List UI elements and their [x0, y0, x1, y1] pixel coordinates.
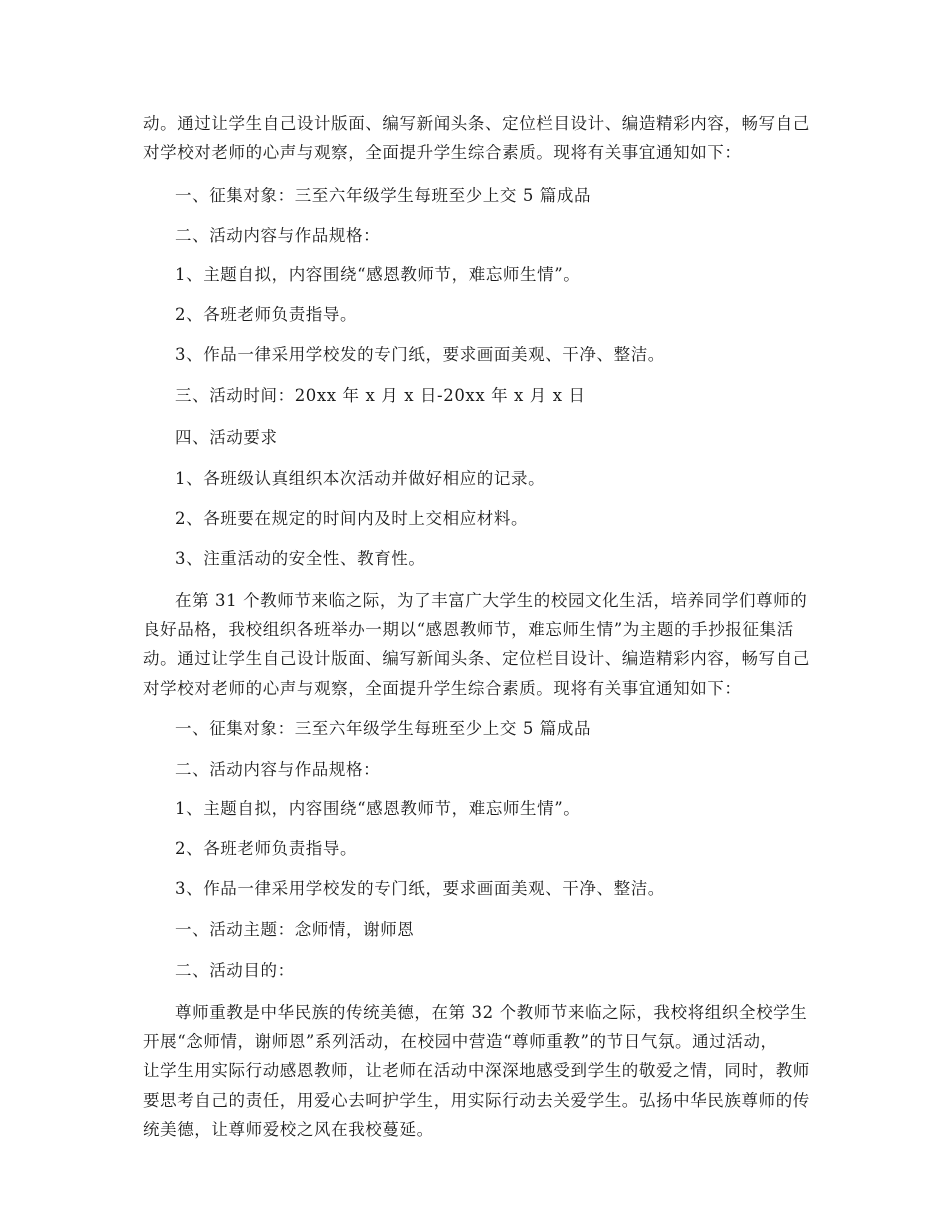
text-line: 良好品格，我校组织各班举办一期以“感恩教师节，难忘师生情”为主题的手抄报征集活 — [143, 620, 794, 639]
text-line: 3、作品一律采用学校发的专门纸，要求画面美观、干净、整洁。 — [175, 879, 665, 898]
text-line: 2、各班要在规定的时间内及时上交相应材料。 — [175, 509, 529, 528]
text-line: 1、各班级认真组织本次活动并做好相应的记录。 — [175, 469, 546, 488]
text-line: 在第 31 个教师节来临之际，为了丰富广大学生的校园文化生活，培养同学们尊师的 — [175, 591, 808, 610]
text-line: 3、注重活动的安全性、教育性。 — [175, 549, 426, 568]
text-line: 统美德，让尊师爱校之风在我校蔓延。 — [143, 1120, 434, 1139]
text-line: 一、征集对象：三至六年级学生每班至少上交 5 篇成品 — [175, 186, 592, 205]
text-line: 要思考自己的责任，用爱心去呵护学生，用实际行动去关爱学生。弘扬中华民族尊师的传 — [143, 1091, 810, 1110]
text-line: 四、活动要求 — [175, 428, 278, 447]
text-line: 2、各班老师负责指导。 — [175, 839, 358, 858]
text-line: 动。通过让学生自己设计版面、编写新闻头条、定位栏目设计、编造精彩内容，畅写自己 — [143, 114, 810, 133]
text-line: 3、作品一律采用学校发的专门纸，要求画面美观、干净、整洁。 — [175, 345, 665, 364]
text-line: 二、活动内容与作品规格： — [175, 760, 381, 779]
text-line: 让学生用实际行动感恩教师，让老师在活动中深深地感受到学生的敬爱之情，同时，教师 — [143, 1061, 810, 1080]
text-line: 二、活动目的： — [175, 961, 295, 980]
text-line: 开展“念师情，谢师恩”系列活动，在校园中营造“尊师重教”的节日气氛。通过活动， — [143, 1032, 778, 1051]
text-line: 一、活动主题：念师情，谢师恩 — [175, 920, 415, 939]
text-line: 尊师重教是中华民族的传统美德，在第 32 个教师节来临之际，我校将组织全校学生 — [175, 1003, 808, 1022]
text-line: 对学校对老师的心声与观察，全面提升学生综合素质。现将有关事宜通知如下： — [143, 143, 742, 162]
text-line: 1、主题自拟，内容围绕“感恩教师节，难忘师生情”。 — [175, 265, 581, 284]
text-line: 三、活动时间：20xx 年 x 月 x 日-20xx 年 x 月 x 日 — [175, 386, 586, 405]
text-line: 对学校对老师的心声与观察，全面提升学生综合素质。现将有关事宜通知如下： — [143, 679, 742, 698]
text-line: 动。通过让学生自己设计版面、编写新闻头条、定位栏目设计、编造精彩内容，畅写自己 — [143, 649, 810, 668]
text-line: 一、征集对象：三至六年级学生每班至少上交 5 篇成品 — [175, 719, 592, 738]
text-line: 2、各班老师负责指导。 — [175, 305, 358, 324]
text-line: 二、活动内容与作品规格： — [175, 226, 381, 245]
text-line: 1、主题自拟，内容围绕“感恩教师节，难忘师生情”。 — [175, 799, 581, 818]
